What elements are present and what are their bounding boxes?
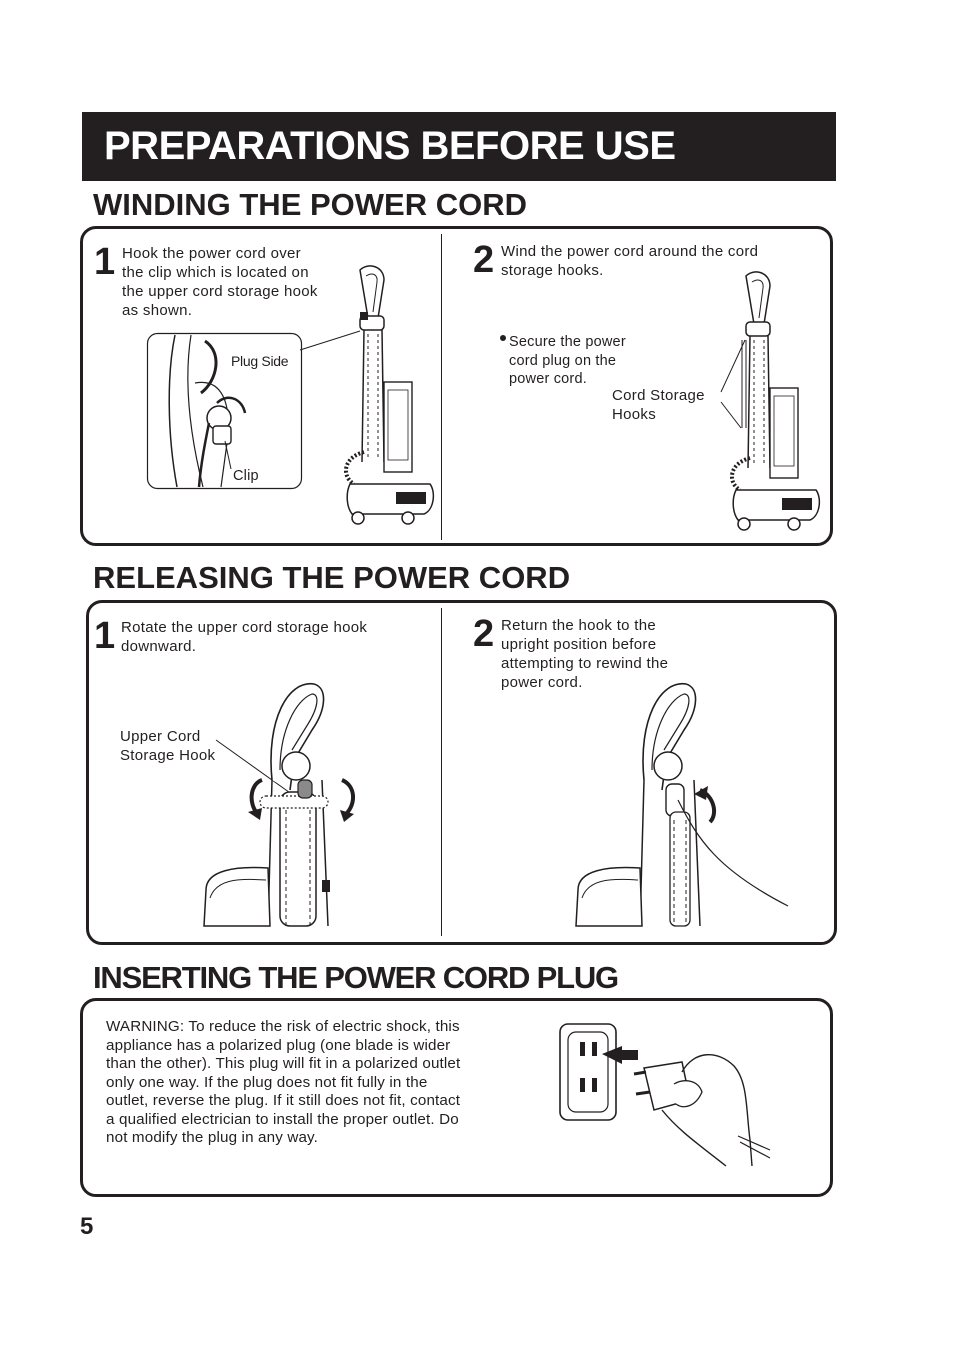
releasing-step1-number: 1 — [94, 615, 116, 657]
winding-step1-text: Hook the power cord over the clip which is located on the upper cord storage hook as shown. — [122, 245, 318, 319]
outlet-plug-illustration — [558, 1020, 772, 1166]
page-number: 5 — [80, 1213, 94, 1240]
bullet-dot — [500, 335, 506, 341]
winding-step2-text: Wind the power cord around the cord storage hooks. — [501, 243, 759, 279]
releasing-step2-number: 2 — [473, 613, 495, 655]
cord-storage-hooks-label: Cord Storage Hooks — [612, 387, 705, 423]
vacuum-illustration-step1 — [338, 262, 442, 528]
vacuum-illustration-step2 — [724, 268, 828, 534]
clip-label: Clip — [233, 468, 259, 484]
releasing-divider — [441, 608, 442, 936]
page-title: PREPARATIONS BEFORE USE — [104, 124, 676, 168]
vacuum-closeup-rotate-illustration — [196, 680, 366, 926]
releasing-heading: RELEASING THE POWER CORD — [93, 560, 571, 595]
upper-cord-storage-hook-label: Upper Cord Storage Hook — [120, 728, 216, 764]
winding-step1-number: 1 — [94, 241, 116, 283]
secure-plug-note: Secure the power cord plug on the power cord. — [509, 334, 626, 387]
winding-step2-number: 2 — [473, 239, 495, 281]
releasing-step1-text: Rotate the upper cord storage hook downward. — [121, 619, 368, 655]
winding-heading: WINDING THE POWER CORD — [93, 187, 527, 222]
plug-side-label: Plug Side — [231, 353, 289, 369]
vacuum-closeup-rewind-illustration — [568, 680, 792, 926]
warning-text: WARNING: To reduce the risk of electric shock, this appliance has a polarized plug (one blade is wider than the other). This plug will fit in a polarized outlet only one way. If the plug does not fit fully in the outlet, reverse the plug. If it still does not fit, contact a qualified electrician to install the proper outlet. Do not modify the plug in any way. — [106, 1018, 461, 1146]
inserting-heading: INSERTING THE POWER CORD PLUG — [93, 960, 618, 995]
releasing-step2-text: Return the hook to the upright position before attempting to rewind the power cord. — [501, 617, 669, 691]
